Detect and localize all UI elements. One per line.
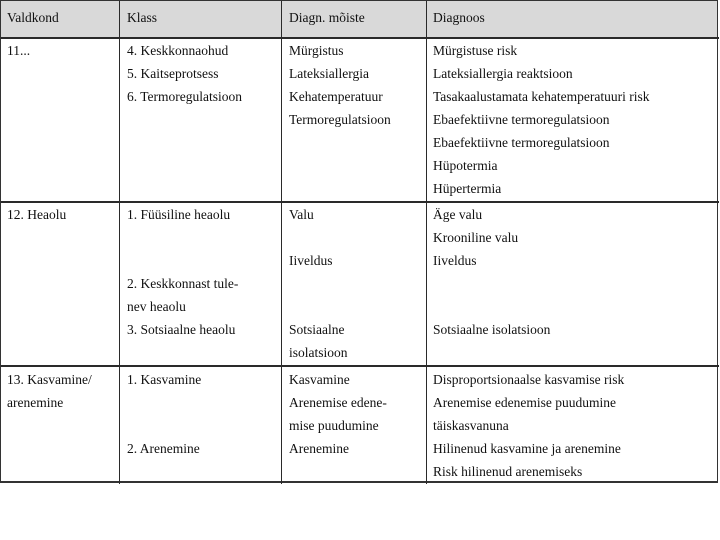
row1-concept: Termoregulatsioon	[289, 112, 391, 127]
column-divider	[281, 1, 282, 484]
row3-concept: mise puudumine	[289, 418, 379, 433]
row3-diagnosis: Hilinenud kasvamine ja arenemine	[433, 441, 621, 456]
row2-concept: Valu	[289, 207, 314, 222]
row3-concept: Kasvamine	[289, 372, 350, 387]
row1-diagnosis: Hüpotermia	[433, 158, 498, 173]
row1-diagnosis: Hüpertermia	[433, 181, 502, 196]
row3-diagnosis: Arenemise edenemise puudumine	[433, 395, 616, 410]
column-divider	[119, 1, 120, 484]
row1-class: 4. Keskkonnaohud	[127, 43, 229, 58]
row2-diagnosis: Iiveldus	[433, 253, 477, 268]
row3-class: 2. Arenemine	[127, 441, 200, 456]
header-diagnoos: Diagnoos	[433, 10, 485, 25]
row3-diagnosis: täiskasvanuna	[433, 418, 509, 433]
header-diagn-moiste: Diagn. mõiste	[289, 10, 365, 25]
row2-concept: Sotsiaalne	[289, 322, 345, 337]
row3-diagnosis: Disproportsionaalse kasvamise risk	[433, 372, 625, 387]
row3-domain: arenemine	[7, 395, 64, 410]
row2-class: nev heaolu	[127, 299, 186, 314]
row1-concept: Mürgistus	[289, 43, 344, 58]
row1-diagnosis: Lateksiallergia reaktsioon	[433, 66, 573, 81]
row2-concept: Iiveldus	[289, 253, 333, 268]
column-divider	[426, 1, 427, 484]
row-divider	[1, 201, 719, 203]
row3-concept: Arenemine	[289, 441, 349, 456]
row1-diagnosis: Ebaefektiivne termoregulatsioon	[433, 135, 610, 150]
header-klass: Klass	[127, 10, 157, 25]
row2-diagnosis: Sotsiaalne isolatsioon	[433, 322, 551, 337]
row1-diagnosis: Tasakaalustamata kehatemperatuuri risk	[433, 89, 650, 104]
header-valdkond: Valdkond	[7, 10, 59, 25]
row2-class: 2. Keskkonnast tule-	[127, 276, 239, 291]
row-divider	[1, 365, 719, 367]
row2-concept: isolatsioon	[289, 345, 348, 360]
row1-diagnosis: Mürgistuse risk	[433, 43, 518, 58]
row3-domain: 13. Kasvamine/	[7, 372, 92, 387]
row3-class: 1. Kasvamine	[127, 372, 202, 387]
row1-domain: 11...	[7, 43, 31, 58]
row1-class: 5. Kaitseprotsess	[127, 66, 219, 81]
row3-diagnosis: Risk hilinenud arenemiseks	[433, 464, 583, 479]
row2-class: 1. Füüsiline heaolu	[127, 207, 231, 222]
row-divider	[1, 37, 719, 39]
row2-diagnosis: Äge valu	[433, 207, 483, 222]
row1-class: 6. Termoregulatsioon	[127, 89, 243, 104]
row1-concept: Lateksiallergia	[289, 66, 369, 81]
row3-concept: Arenemise edene-	[289, 395, 387, 410]
row1-concept: Kehatemperatuur	[289, 89, 383, 104]
row1-diagnosis: Ebaefektiivne termoregulatsioon	[433, 112, 610, 127]
row2-class: 3. Sotsiaalne heaolu	[127, 322, 236, 337]
row2-diagnosis: Krooniline valu	[433, 230, 519, 245]
row2-domain: 12. Heaolu	[7, 207, 67, 222]
